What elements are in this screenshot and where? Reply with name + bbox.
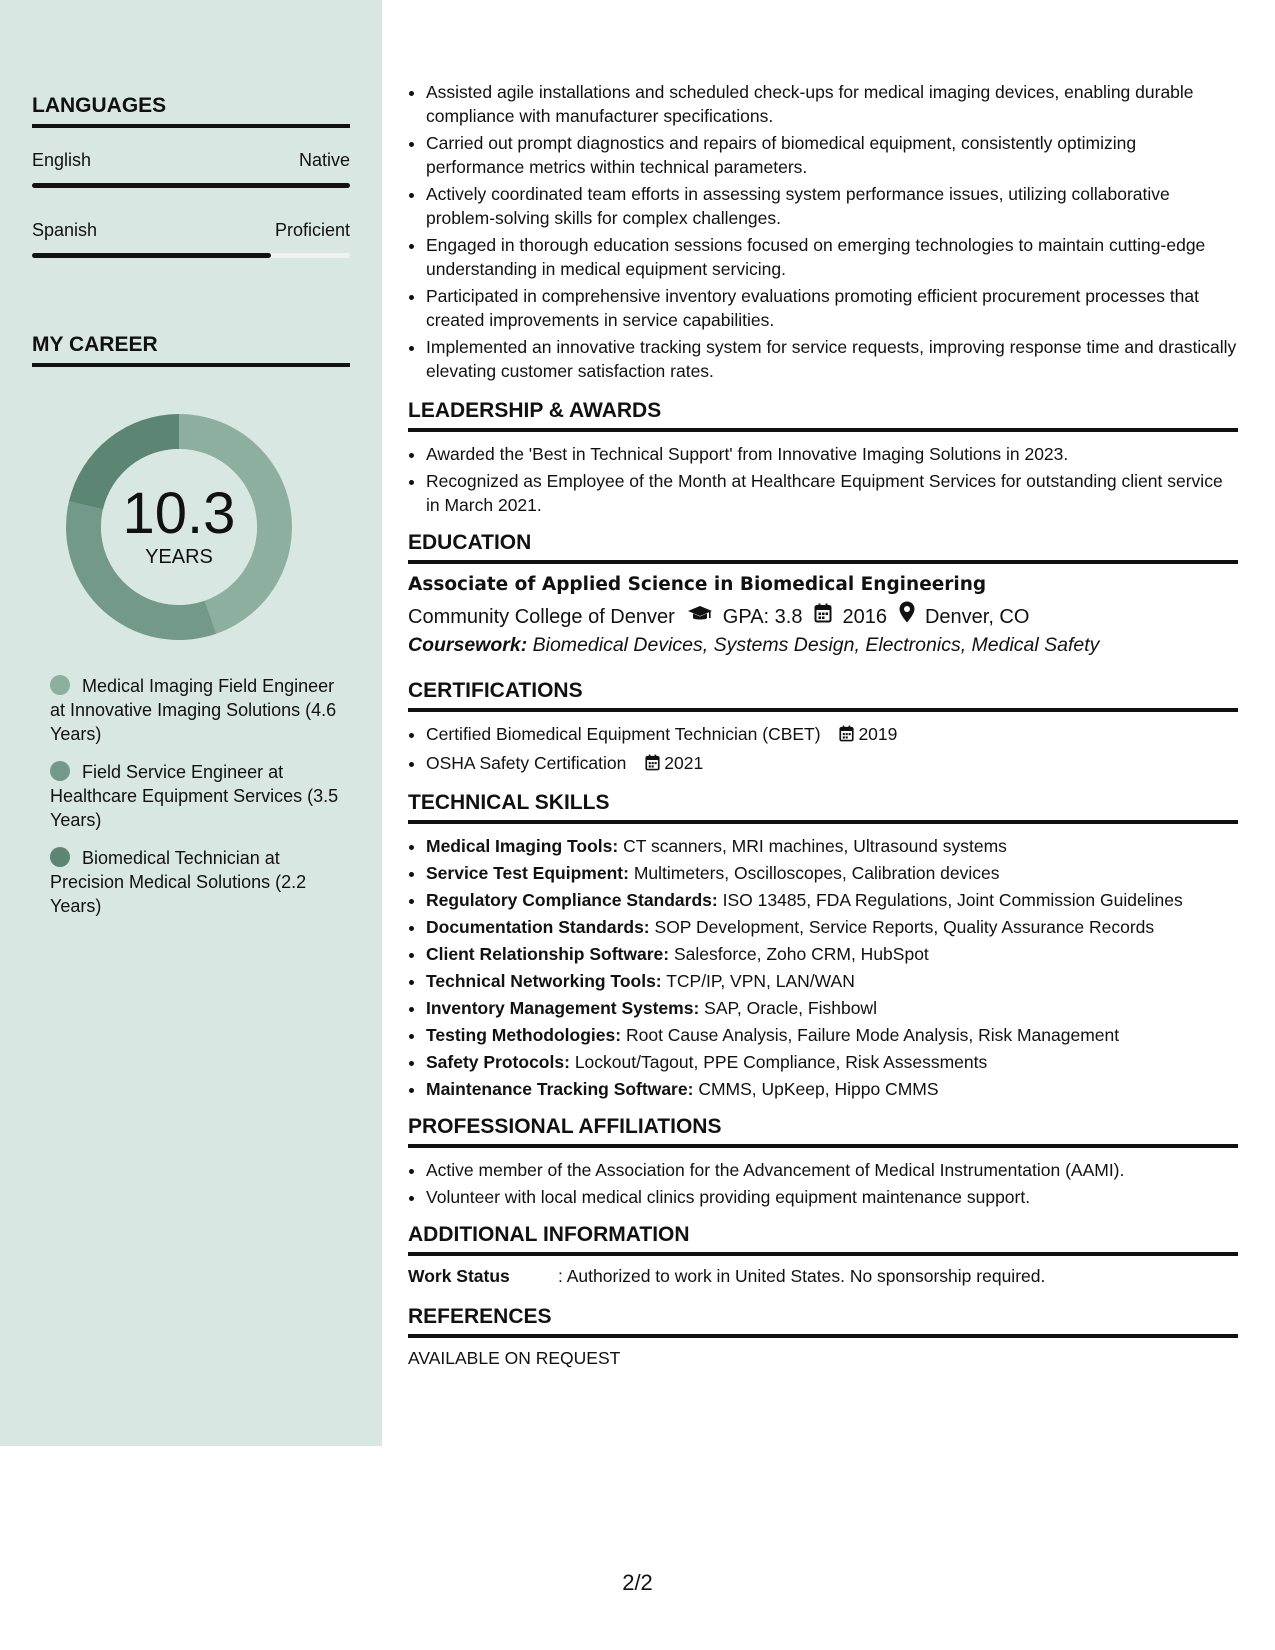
language-proficiency-fill xyxy=(32,183,350,188)
language-level: Proficient xyxy=(274,220,350,240)
affiliation-item: • Volunteer with local medical clinics providing equipment maintenance support. xyxy=(426,1185,1238,1209)
skill-item xyxy=(426,861,1238,885)
career-legend-item xyxy=(50,846,340,918)
certification-item xyxy=(426,722,1238,748)
legend-dot xyxy=(50,675,70,695)
page-number: 2/2 xyxy=(622,1570,653,1595)
languages-heading: LANGUAGES xyxy=(32,94,350,128)
leadership-heading: LEADERSHIP & AWARDS xyxy=(408,399,1238,432)
education-year: 2016 xyxy=(842,605,887,628)
experience-bullets xyxy=(408,80,1238,383)
language-proficiency-fill xyxy=(32,253,271,258)
certifications-heading: CERTIFICATIONS xyxy=(408,679,1238,712)
education-gpa: GPA: 3.8 xyxy=(722,605,803,628)
education-location: Denver, CO xyxy=(924,605,1030,628)
career-label: Biomedical Technician at Precision Medical Solutions (2.2 Years) xyxy=(50,848,307,916)
education-details xyxy=(408,601,1238,632)
coursework-value: Biomedical Devices, Systems Design, Electronics, Medical Safety xyxy=(532,634,1100,656)
education-coursework xyxy=(408,634,1238,657)
skill-label: Service Test Equipment: xyxy=(426,863,629,883)
skill-item xyxy=(426,834,1238,858)
skill-item xyxy=(426,915,1238,939)
skill-label: Inventory Management Systems: xyxy=(426,998,700,1018)
references-heading: REFERENCES xyxy=(408,1305,1238,1338)
award-item: • Recognized as Employee of the Month at Healthcare Equipment Services for outstanding client service in March 2021. xyxy=(426,469,1238,517)
certification-year: 2021 xyxy=(664,753,704,773)
work-status-value: : Authorized to work in United States. No sponsorship required. xyxy=(558,1266,1046,1286)
skills-heading: TECHNICAL SKILLS xyxy=(408,791,1238,824)
career-donut-chart xyxy=(65,413,293,641)
education-heading: EDUCATION xyxy=(408,531,1238,564)
language-level: Native xyxy=(298,150,350,170)
skill-value: SAP, Oracle, Fishbowl xyxy=(704,998,877,1018)
skill-value: Lockout/Tagout, PPE Compliance, Risk Assessments xyxy=(574,1052,988,1072)
skill-value: Root Cause Analysis, Failure Mode Analysis, Risk Management xyxy=(625,1025,1120,1045)
certification-item xyxy=(426,751,1238,777)
certification-name: OSHA Safety Certification xyxy=(426,753,627,773)
education-school: Community College of Denver xyxy=(408,605,675,628)
affiliation-item: • Active member of the Association for the Advancement of Medical Instrumentation (AAMI). xyxy=(426,1158,1238,1182)
skill-label: Documentation Standards: xyxy=(426,917,650,937)
skill-value: ISO 13485, FDA Regulations, Joint Commission Guidelines xyxy=(722,890,1183,910)
skill-value: CT scanners, MRI machines, Ultrasound systems xyxy=(623,836,1007,856)
references-section xyxy=(408,1305,1238,1369)
skill-value: Multimeters, Oscilloscopes, Calibration devices xyxy=(633,863,1000,883)
career-legend-item xyxy=(50,674,340,746)
language-name: Spanish xyxy=(32,220,98,240)
skill-label: Maintenance Tracking Software: xyxy=(426,1079,694,1099)
legend-dot xyxy=(50,847,70,867)
calendar-icon xyxy=(645,753,660,777)
skill-item xyxy=(426,1077,1238,1101)
career-label: Medical Imaging Field Engineer at Innovative Imaging Solutions (4.6 Years) xyxy=(50,676,337,744)
skill-label: Regulatory Compliance Standards: xyxy=(426,890,718,910)
certification-name: Certified Biomedical Equipment Technician (CBET) xyxy=(426,724,821,744)
experience-bullet: • Actively coordinated team efforts in assessing system performance issues, utilizing collaborative problem-solving skills for complex challenges. xyxy=(426,182,1238,230)
affiliations-heading: PROFESSIONAL AFFILIATIONS xyxy=(408,1115,1238,1148)
calendar-icon xyxy=(839,724,854,748)
donut-center xyxy=(65,413,293,641)
experience-bullet: • Participated in comprehensive inventory evaluations promoting efficient procurement processes that created improvements in service capabilities. xyxy=(426,284,1238,332)
award-item: • Awarded the 'Best in Technical Support' from Innovative Imaging Solutions in 2023. xyxy=(426,442,1238,466)
main-content xyxy=(408,80,1238,1369)
career-total-value: 10.3 xyxy=(122,480,236,546)
skill-value: SOP Development, Service Reports, Quality Assurance Records xyxy=(654,917,1155,937)
legend-dot xyxy=(50,761,70,781)
education-degree: Associate of Applied Science in Biomedical Engineering xyxy=(408,574,987,595)
references-text: AVAILABLE ON REQUEST xyxy=(408,1348,621,1368)
calendar-icon xyxy=(814,602,832,632)
additional-section xyxy=(408,1223,1238,1287)
work-status-row xyxy=(408,1266,1238,1287)
experience-bullet: • Implemented an innovative tracking system for service requests, improving response time and drastically elevating customer satisfaction rates. xyxy=(426,335,1238,383)
language-proficiency-bar xyxy=(32,253,350,258)
skill-value: CMMS, UpKeep, Hippo CMMS xyxy=(698,1079,939,1099)
skill-item xyxy=(426,942,1238,966)
map-pin-icon xyxy=(899,601,915,632)
education-section xyxy=(408,531,1238,657)
coursework-label: Coursework: xyxy=(408,634,528,656)
experience-bullet: • Carried out prompt diagnostics and repairs of biomedical equipment, consistently optimizing performance metrics within technical parameters. xyxy=(426,131,1238,179)
skill-value: TCP/IP, VPN, LAN/WAN xyxy=(666,971,855,991)
skill-label: Testing Methodologies: xyxy=(426,1025,622,1045)
work-status-label: Work Status xyxy=(408,1266,510,1286)
skill-label: Medical Imaging Tools: xyxy=(426,836,619,856)
graduation-cap-icon xyxy=(687,602,713,632)
sidebar xyxy=(0,0,382,1446)
skill-value: Salesforce, Zoho CRM, HubSpot xyxy=(673,944,929,964)
career-legend-item xyxy=(50,760,340,832)
career-heading: MY CAREER xyxy=(32,333,350,367)
certifications-section xyxy=(408,679,1238,777)
additional-heading: ADDITIONAL INFORMATION xyxy=(408,1223,1238,1256)
career-total-unit: YEARS xyxy=(145,545,213,568)
skill-item xyxy=(426,996,1238,1020)
career-legend xyxy=(50,674,340,932)
language-item-spanish xyxy=(32,220,350,258)
language-name: English xyxy=(32,150,92,170)
skill-item xyxy=(426,1050,1238,1074)
skill-item xyxy=(426,1023,1238,1047)
career-section xyxy=(32,333,350,367)
career-label: Field Service Engineer at Healthcare Equipment Services (3.5 Years) xyxy=(50,762,339,830)
skill-item xyxy=(426,969,1238,993)
certification-year: 2019 xyxy=(858,724,898,744)
affiliations-section xyxy=(408,1115,1238,1209)
languages-section xyxy=(32,94,350,258)
experience-bullet: • Assisted agile installations and scheduled check-ups for medical imaging devices, enabling durable compliance with manufacturer specifications. xyxy=(426,80,1238,128)
skill-label: Technical Networking Tools: xyxy=(426,971,662,991)
skill-item xyxy=(426,888,1238,912)
skill-label: Safety Protocols: xyxy=(426,1052,570,1072)
leadership-section xyxy=(408,399,1238,517)
skills-section xyxy=(408,791,1238,1101)
language-item-english xyxy=(32,150,350,188)
language-proficiency-bar xyxy=(32,183,350,188)
experience-bullet: • Engaged in thorough education sessions focused on emerging technologies to maintain cutting-edge understanding in medical equipment servicing. xyxy=(426,233,1238,281)
skill-label: Client Relationship Software: xyxy=(426,944,670,964)
